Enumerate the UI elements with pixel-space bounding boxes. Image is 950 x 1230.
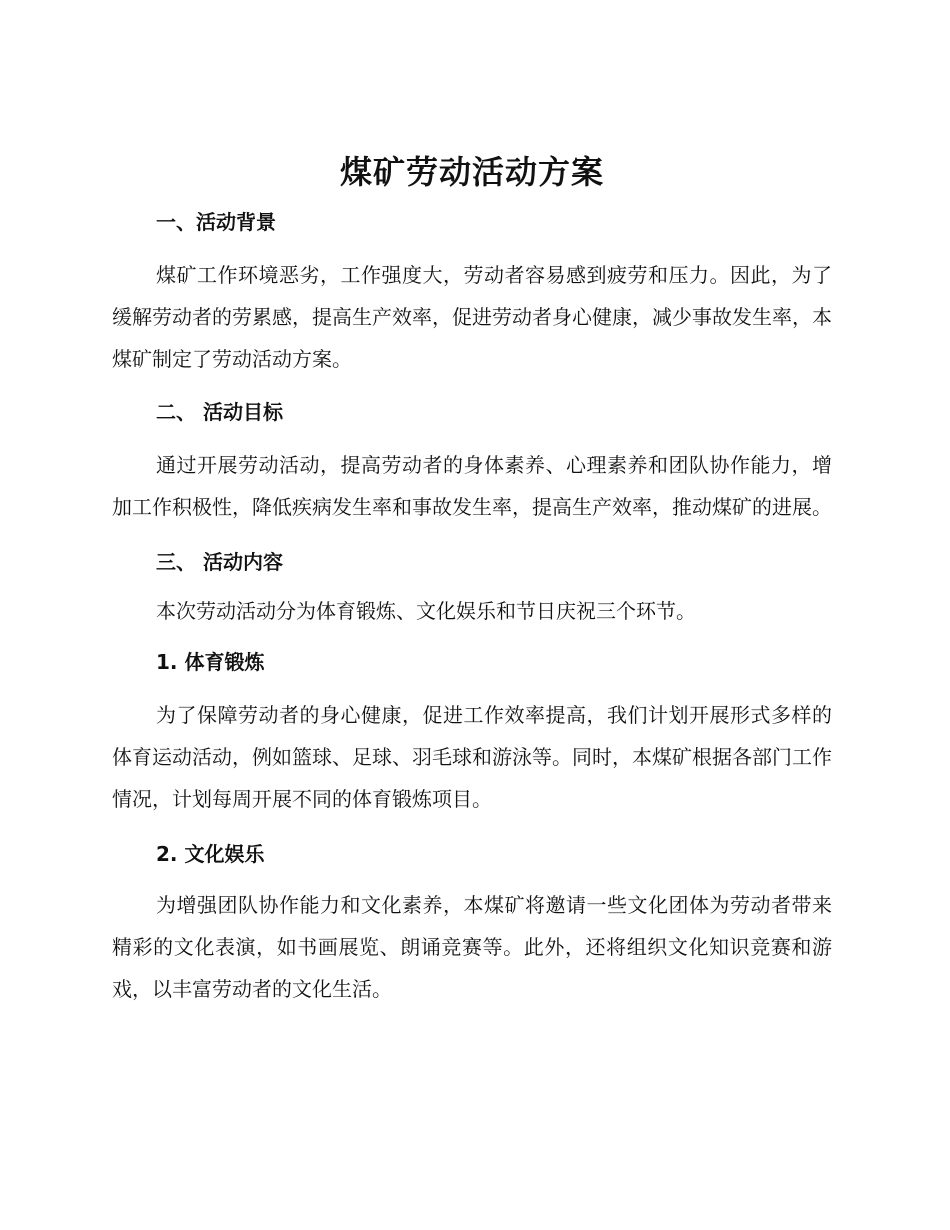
document-body (112, 150, 832, 1010)
section-heading-goals: 二、 活动目标 (156, 400, 283, 424)
subsection-paragraph-culture: 为增强团队协作能力和文化素养，本煤矿将邀请一些文化团体为劳动者带来精彩的文化表演，如书画展览、朗诵竞赛等。此外，还将组织文化知识竞赛和游戏，以丰富劳动者的文化生活。 (112, 893, 832, 1001)
subsection-heading-sports: 1. 体育锻炼 (156, 650, 265, 674)
section-paragraph-content: 本次劳动活动分为体育锻炼、文化娱乐和节日庆祝三个环节。 (156, 599, 696, 623)
section-heading-background: 一、活动背景 (156, 210, 276, 234)
subsection-heading-culture: 2. 文化娱乐 (156, 842, 265, 866)
subsection-paragraph-sports: 为了保障劳动者的身心健康，促进工作效率提高，我们计划开展形式多样的体育运动活动，例如篮球、足球、羽毛球和游泳等。同时，本煤矿根据各部门工作情况，计划每周开展不同的体育锻炼项目。 (112, 703, 832, 811)
section-heading-content: 三、 活动内容 (156, 550, 283, 574)
section-paragraph-goals: 通过开展劳动活动，提高劳动者的身体素养、心理素养和团队协作能力，增加工作积极性，降低疾病发生率和事故发生率，提高生产效率，推动煤矿的进展。 (112, 453, 832, 519)
section-paragraph-background: 煤矿工作环境恶劣，工作强度大，劳动者容易感到疲劳和压力。因此，为了缓解劳动者的劳累感，提高生产效率，促进劳动者身心健康，减少事故发生率，本煤矿制定了劳动活动方案。 (112, 263, 832, 371)
document-title: 煤矿劳动活动方案 (339, 153, 604, 191)
